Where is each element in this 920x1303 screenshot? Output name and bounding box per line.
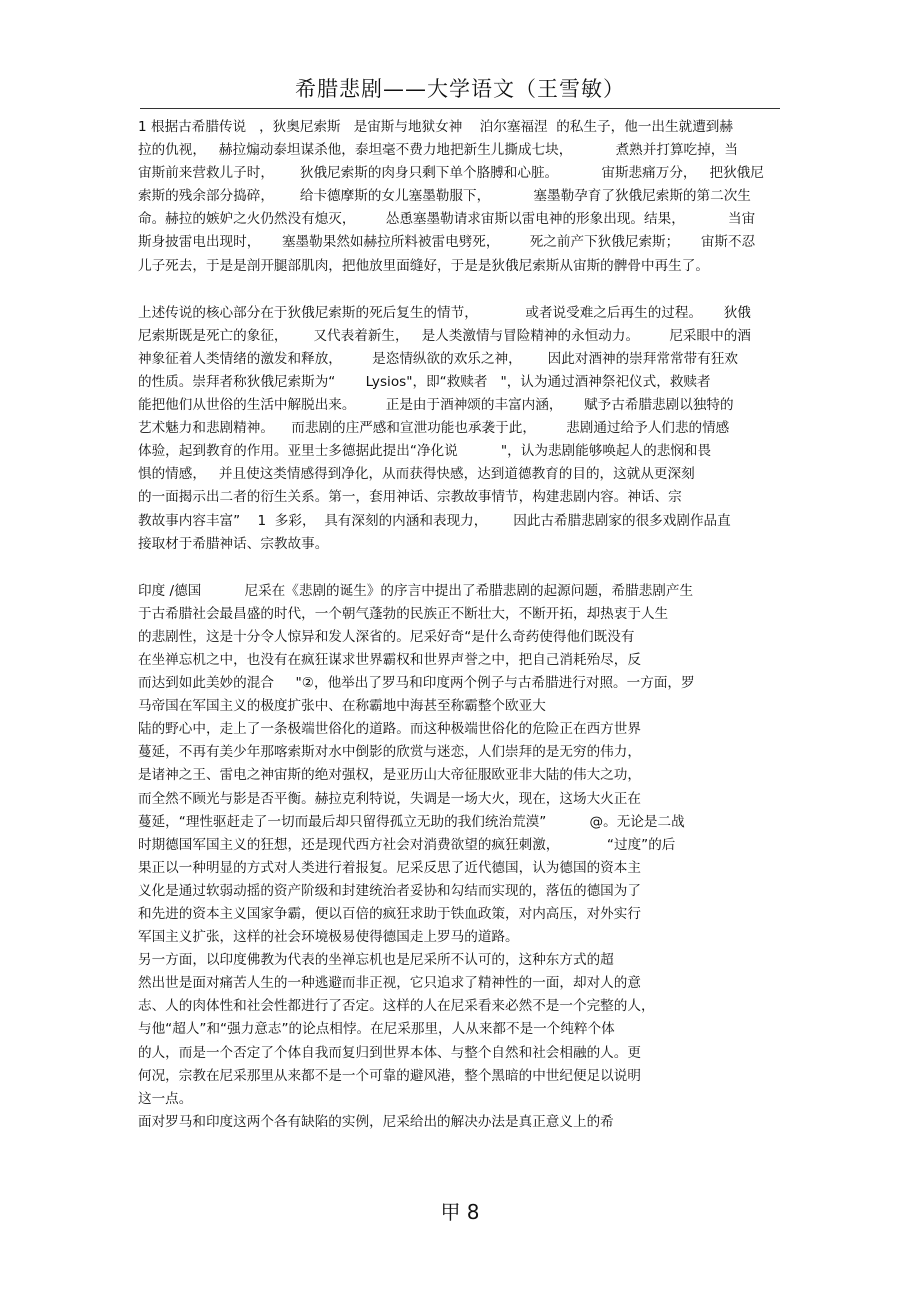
text-line: 能把他们从世俗的生活中解脱出来。 正是由于酒神颂的丰富内涵， 赋予古希腊悲剧以独特的 — [138, 397, 734, 414]
text-line: 果正以一种明显的方式对人类进行着报复。尼采反思了近代德国，认为德国的资本主 — [138, 859, 641, 876]
text-line: 的性质。崇拜者称狄俄尼索斯为“ Lysios"，即“救赎者 "，认为通过酒神祭祀仪式，救赎者 — [138, 373, 711, 390]
text-line: 教故事内容丰富” 1 多彩， 具有深刻的内涵和表现力， 因此古希腊悲剧家的很多戏剧作品直 — [138, 512, 731, 529]
text-line: 索斯的残余部分捣碎， 给卡德摩斯的女儿塞墨勒服下， 塞墨勒孕育了狄俄尼索斯的第二次生 — [138, 188, 751, 205]
document-title: 希腊悲剧——大学语文（王雪敏） — [295, 77, 625, 101]
text-line: 军国主义扩张，这样的社会环境极易使得德国走上罗马的道路。 — [138, 929, 519, 946]
title-underline — [140, 108, 780, 109]
text-line: 印度 /德国 尼采在《悲剧的诞生》的序言中提出了希腊悲剧的起源问题，希腊悲剧产生 — [138, 582, 694, 599]
text-line: 而全然不顾光与影是否平衡。赫拉克利特说，失调是一场大火，现在，这场大火正在 — [138, 790, 641, 807]
text-line: 蔓延，不再有美少年那喀索斯对水中倒影的欣赏与迷恋，人们崇拜的是无穷的伟力， — [138, 744, 641, 761]
text-line: 斯身披雷电出现时， 塞墨勒果然如赫拉所料被雷电劈死， 死之前产下狄俄尼索斯； 宙斯不忍 — [138, 234, 756, 251]
text-line: 惧的情感， 并且使这类情感得到净化，从而获得快感，达到道德教育的目的，这就从更深刻 — [138, 466, 695, 483]
page-number: 甲 8 — [440, 1200, 480, 1224]
text-line: 时期德国军国主义的狂想，还是现代西方社会对消费欲望的疯狂刺激， “过度”的后 — [138, 836, 676, 853]
text-line: 而达到如此美妙的混合 "②，他举出了罗马和印度两个例子与古希腊进行对照。一方面，罗 — [138, 675, 695, 692]
paragraph-myth — [138, 116, 788, 278]
text-line: 上述传说的核心部分在于狄俄尼索斯的死后复生的情节， 或者说受难之后再生的过程。 狄俄 — [138, 304, 751, 321]
text-line: 何况，宗教在尼采那里从来都不是一个可靠的避风港，整个黑暗的中世纪便足以说明 — [138, 1067, 641, 1084]
text-line: 和先进的资本主义国家争霸，便以百倍的疯狂求助于铁血政策，对内高压，对外实行 — [138, 906, 641, 922]
text-line: 这一点。 — [138, 1090, 193, 1107]
text-line: 儿子死去，于是是剖开腿部肌肉，把他放里面缝好，于是是狄俄尼索斯从宙斯的髀骨中再生了。 — [138, 257, 709, 274]
text-line: 的一面揭示出二者的衍生关系。第一，套用神话、宗教故事情节，构建悲剧内容。神话、宗 — [138, 489, 682, 506]
paragraph-spacer — [138, 556, 788, 580]
text-line: 神象征着人类情绪的激发和释放， 是恣情纵欲的欢乐之神， 因此对酒神的崇拜常常带有狂欢 — [138, 350, 738, 367]
text-line: 另一方面，以印度佛教为代表的坐禅忘机也是尼采所不认可的，这种东方式的超 — [138, 952, 614, 969]
text-line: 义化是通过软弱动摇的资产阶级和封建统治者妥协和勾结而实现的，落伍的德国为了 — [138, 882, 641, 899]
text-line: 志、人的肉体性和社会性都进行了否定。这样的人在尼采看来必然不是一个完整的人， — [138, 998, 655, 1015]
text-line: 接取材于希腊神话、宗教故事。 — [138, 535, 329, 552]
paragraph-nietzsche-origin — [138, 580, 788, 1134]
text-line: 1 根据古希腊传说 ，狄奥尼索斯 是宙斯与地狱女神 泊尔塞福涅 的私生子，他一出生就遭到赫 — [138, 119, 733, 135]
text-line: 与他“超人”和“强力意志”的论点相悖。在尼采那里，人从来都不是一个纯粹个体 — [138, 1021, 615, 1038]
text-line: 尼索斯既是死亡的象征， 又代表着新生， 是人类激情与冒险精神的永恒动力。 尼采眼中的酒 — [138, 327, 751, 344]
text-line: 体验，起到教育的作用。亚里士多德据此提出“净化说 "，认为悲剧能够唤起人的悲悯和畏 — [138, 443, 712, 460]
text-line: 于古希腊社会最昌盛的时代，一个朝气蓬勃的民族正不断壮大，不断开拓，却热衷于人生 — [138, 605, 669, 622]
text-line: 艺术魅力和悲剧精神。 而悲剧的庄严感和宣泄功能也承袭于此， 悲剧通过给予人们悲的情感 — [138, 420, 730, 437]
text-line: 陆的野心中，走上了一条极端世俗化的道路。而这种极端世俗化的危险正在西方世界 — [138, 721, 641, 738]
text-line: 是诸神之王、雷电之神宙斯的绝对强权，是亚历山大帝征服欧亚非大陆的伟大之功， — [138, 767, 641, 784]
paragraph-spacer — [138, 278, 788, 302]
text-line: 拉的仇视， 赫拉煽动泰坦谋杀他，泰坦毫不费力地把新生儿撕成七块， 煮熟并打算吃掉，当 — [138, 142, 738, 159]
document-body — [138, 116, 788, 1134]
text-line: 的人，而是一个否定了个体自我而复归到世界本体、与整个自然和社会相融的人。更 — [138, 1044, 641, 1061]
text-line: 在坐禅忘机之中，也没有在疯狂谋求世界霸权和世界声誉之中，把自己消耗殆尽，反 — [138, 651, 641, 668]
text-line: 马帝国在军国主义的极度扩张中、在称霸地中海甚至称霸整个欧亚大 — [138, 698, 546, 715]
text-line: 命。赫拉的嫉妒之火仍然没有熄灭， 怂恿塞墨勒请求宙斯以雷电神的形象出现。结果， 当宙 — [138, 211, 756, 228]
text-line: 蔓延，“理性驱赶走了一切而最后却只留得孤立无助的我们统治荒漠” @。无论是二战 — [138, 813, 685, 830]
text-line: 的悲剧性，这是十分令人惊异和发人深省的。尼采好奇“是什么奇药使得他们既没有 — [138, 628, 635, 645]
text-line: 宙斯前来营救儿子时， 狄俄尼索斯的肉身只剩下单个胳膊和心脏。 宙斯悲痛万分， 把狄俄尼 — [138, 165, 764, 182]
text-line: 面对罗马和印度这两个各有缺陷的实例，尼采给出的解决办法是真正意义上的希 — [138, 1113, 614, 1130]
text-line: 然出世是面对痛苦人生的一种逃避而非正视，它只追求了精神性的一面，却对人的意 — [138, 975, 641, 992]
paragraph-dionysus-analysis — [138, 302, 788, 556]
